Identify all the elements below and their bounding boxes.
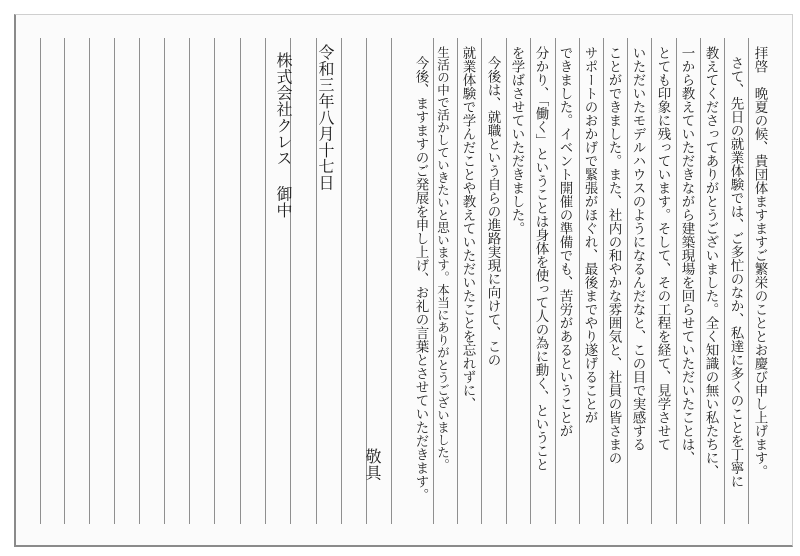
body-line: 一から教えていただきながら建築現場を回らせていただいたことは、 [678, 46, 695, 465]
ruled-line [579, 38, 580, 524]
ruled-line [265, 38, 266, 524]
body-line: 分かり、「働く」ということは身体を使って人の為に動く、ということ [532, 46, 549, 472]
ruled-line [139, 38, 140, 524]
body-line: さて、先日の就業体験では、ご多忙のなか、私達に多くのことを丁寧に [727, 56, 744, 488]
ruled-line [651, 38, 652, 524]
ruled-line [341, 38, 342, 524]
ruled-line [457, 38, 458, 524]
ruled-line [603, 38, 604, 524]
ruled-line [506, 38, 507, 524]
ruled-line [433, 38, 434, 524]
ruled-line [164, 38, 165, 524]
body-line: ことができました。また、社内の和やかな雰囲気と、社員の皆さまの [605, 46, 622, 465]
body-line: サポートのおかげで緊張がほぐれ、最後までやり遂げることが [581, 46, 598, 424]
ruled-line [700, 38, 701, 524]
ruled-line [724, 38, 725, 524]
ruled-line [530, 38, 531, 524]
body-line: 今後は、就職という自らの進路実現に向けて、この [484, 56, 501, 367]
body-line: いただいたモデルハウスのようになるんだなと、この目で実感する [629, 46, 646, 451]
ruled-line [481, 38, 482, 524]
recipient: 株式会社クレス 御中 [274, 52, 293, 218]
body-line: できました。イベント開催の準備でも、苦労があるということが [556, 46, 573, 438]
closing: 敬具 [363, 448, 382, 481]
body-line: 教えてくださってありがとうございました。全く知識の無い私たちに、 [702, 46, 719, 478]
date: 令和三年八月十七日 [316, 44, 335, 191]
ruled-line [89, 38, 90, 524]
body-line: 就業体験で学んだことや教えていただいたことを忘れずに、 [459, 46, 476, 411]
body-line: 拝啓 晩夏の候、貴団体ますますご繁栄のこととお慶び申し上げます。 [751, 46, 768, 478]
ruled-line [114, 38, 115, 524]
body-line: 生活の中で活かしていきたいと思います。本当にありがとうございました。 [435, 46, 451, 471]
ruled-line [627, 38, 628, 524]
body-line: を学ばさせていただきました。 [508, 46, 525, 235]
ruled-line [676, 38, 677, 524]
ruled-line [555, 38, 556, 524]
ruled-line [391, 38, 392, 524]
ruled-line [748, 38, 749, 524]
ruled-line [240, 38, 241, 524]
body-line: 今後、ますますのご発展を申し上げ、お礼の言葉とさせていただきます。 [412, 56, 429, 502]
ruled-line [189, 38, 190, 524]
ruled-line [64, 38, 65, 524]
ruled-line [40, 38, 41, 524]
ruled-line [214, 38, 215, 524]
body-line: とても印象に残っています。そして、その工程を経て、見学させて [654, 46, 671, 451]
